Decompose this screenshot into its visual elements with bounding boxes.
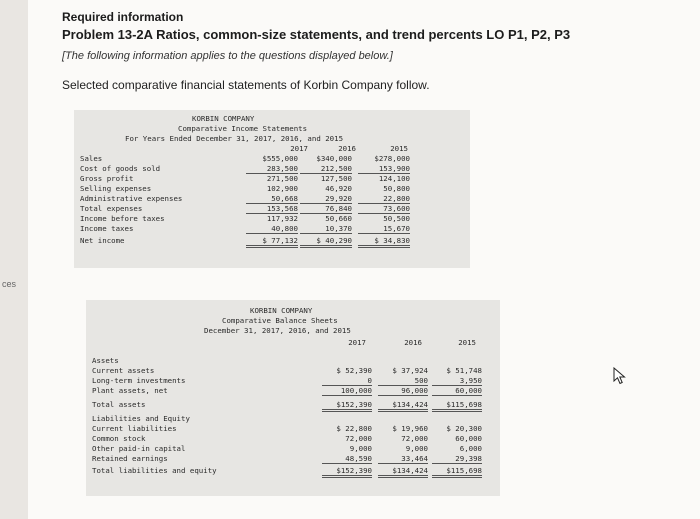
balance-year-1: 2017 <box>348 338 366 347</box>
row-label: Other paid-in capital <box>92 444 186 453</box>
row-value: 60,000 <box>455 434 482 443</box>
income-title: Comparative Income Statements <box>178 124 308 133</box>
row-value: $340,000 <box>316 154 352 163</box>
income-year-2: 2016 <box>338 144 356 153</box>
left-panel-edge <box>0 0 29 519</box>
row-value: 72,000 <box>345 434 372 443</box>
row-label: Retained earnings <box>92 454 168 463</box>
income-company: KORBIN COMPANY <box>192 114 255 123</box>
side-text: ces <box>2 279 17 289</box>
row-value: $ 40,290 <box>300 236 352 248</box>
row-label: Sales <box>80 154 103 163</box>
row-value: 3,950 <box>432 376 482 386</box>
row-label: Selling expenses <box>80 184 152 193</box>
row-value: 283,500 <box>246 164 298 174</box>
row-value: $ 19,960 <box>392 424 428 433</box>
mouse-cursor-icon <box>612 367 628 385</box>
balance-sheet <box>86 300 500 496</box>
row-value: 46,920 <box>325 184 352 193</box>
balance-period: December 31, 2017, 2016, and 2015 <box>204 326 351 335</box>
row-value: $278,000 <box>374 154 410 163</box>
row-value: 271,500 <box>266 174 298 183</box>
row-value: 50,500 <box>383 214 410 223</box>
row-label: Total assets <box>92 400 146 409</box>
balance-year-2: 2016 <box>404 338 422 347</box>
row-value: 29,398 <box>432 454 482 464</box>
row-label: Common stock <box>92 434 146 443</box>
row-value: 124,100 <box>378 174 410 183</box>
row-value: 48,590 <box>322 454 372 464</box>
row-value: 60,000 <box>432 386 482 396</box>
row-value: 127,500 <box>320 174 352 183</box>
row-value: $ 22,800 <box>336 424 372 433</box>
income-statement <box>74 110 470 268</box>
row-value: $ 20,300 <box>446 424 482 433</box>
row-value: 6,000 <box>459 444 482 453</box>
row-label: Administrative expenses <box>80 194 183 203</box>
row-value: 500 <box>378 376 428 386</box>
row-value: 50,668 <box>246 194 298 204</box>
row-label: Total liabilities and equity <box>92 466 217 475</box>
balance-year-3: 2015 <box>458 338 476 347</box>
row-value: 9,000 <box>349 444 372 453</box>
row-value: $152,390 <box>322 400 372 412</box>
row-value: $115,698 <box>432 400 482 412</box>
row-label: Liabilities and Equity <box>92 414 190 423</box>
row-value: 40,800 <box>246 224 298 234</box>
row-label: Current liabilities <box>92 424 177 433</box>
row-value: $134,424 <box>378 400 428 412</box>
row-value: $152,390 <box>322 466 372 478</box>
row-value: $ 34,830 <box>358 236 410 248</box>
row-label: Total expenses <box>80 204 143 213</box>
row-value: 102,900 <box>266 184 298 193</box>
row-value: $ 37,924 <box>392 366 428 375</box>
row-label: Current assets <box>92 366 155 375</box>
row-value: $ 77,132 <box>246 236 298 248</box>
row-value: 15,670 <box>358 224 410 234</box>
row-value: 76,840 <box>300 204 352 214</box>
instruction-note: [The following information applies to the questions displayed below.] <box>62 50 393 62</box>
row-label: Plant assets, net <box>92 386 168 395</box>
required-information-heading: Required information <box>62 10 184 24</box>
row-value: 0 <box>322 376 372 386</box>
row-value: $ 51,748 <box>446 366 482 375</box>
row-label: Gross profit <box>80 174 134 183</box>
row-value: 9,000 <box>405 444 428 453</box>
row-value: 73,600 <box>358 204 410 214</box>
row-label: Income taxes <box>80 224 134 233</box>
row-label: Income before taxes <box>80 214 165 223</box>
row-value: 72,000 <box>401 434 428 443</box>
row-label: Net income <box>80 236 125 245</box>
row-value: 33,464 <box>378 454 428 464</box>
row-value: 100,000 <box>322 386 372 396</box>
row-value: 22,800 <box>358 194 410 204</box>
row-value: 10,370 <box>300 224 352 234</box>
problem-title: Problem 13-2A Ratios, common-size statements, and trend percents LO P1, P2, P3 <box>62 27 571 42</box>
income-period: For Years Ended December 31, 2017, 2016, and 2015 <box>125 134 344 143</box>
income-year-3: 2015 <box>390 144 408 153</box>
row-value: $555,000 <box>262 154 298 163</box>
row-label: Cost of goods sold <box>80 164 161 173</box>
income-year-1: 2017 <box>290 144 308 153</box>
balance-company: KORBIN COMPANY <box>250 306 313 315</box>
row-value: 117,932 <box>266 214 298 223</box>
row-value: $ 52,390 <box>336 366 372 375</box>
row-value: $134,424 <box>378 466 428 478</box>
balance-title: Comparative Balance Sheets <box>222 316 338 325</box>
row-value: $115,698 <box>432 466 482 478</box>
row-value: 29,920 <box>300 194 352 204</box>
row-value: 96,000 <box>378 386 428 396</box>
row-value: 50,800 <box>383 184 410 193</box>
row-value: 50,660 <box>325 214 352 223</box>
row-value: 153,568 <box>246 204 298 214</box>
intro-text: Selected comparative financial statements of Korbin Company follow. <box>62 78 430 92</box>
row-value: 153,900 <box>358 164 410 174</box>
row-value: 212,500 <box>300 164 352 174</box>
row-label: Assets <box>92 356 119 365</box>
row-label: Long-term investments <box>92 376 186 385</box>
